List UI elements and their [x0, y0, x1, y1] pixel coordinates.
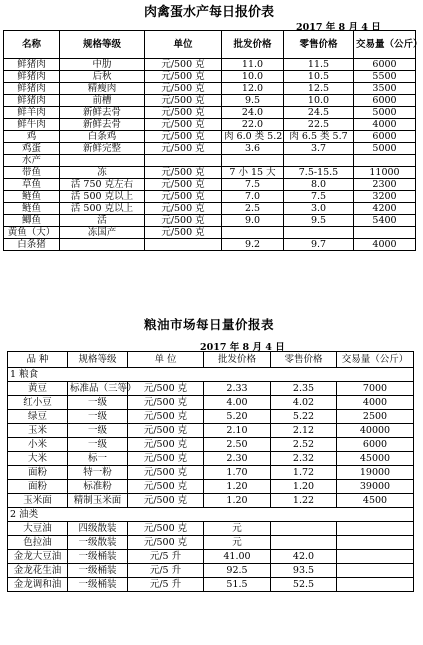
table-cell: 40000	[337, 424, 414, 438]
column-header-0: 名称	[4, 31, 60, 59]
table-cell: 鲜猪肉	[4, 71, 60, 83]
table-cell: 4000	[354, 119, 416, 131]
table-cell: 元/500 克	[128, 522, 204, 536]
table-row	[8, 536, 414, 550]
table-cell	[60, 155, 145, 167]
table-cell: 一级	[68, 438, 128, 452]
table-cell: 元/500 克	[128, 452, 204, 466]
table-cell	[337, 578, 414, 592]
table-cell: 元/500 克	[145, 203, 222, 215]
table-cell: 元/500 克	[145, 83, 222, 95]
table-cell: 一级散装	[68, 536, 128, 550]
table-cell: 活 750 克左右	[60, 179, 145, 191]
table-cell: 2.33	[204, 382, 271, 396]
table-cell: 52.5	[271, 578, 337, 592]
table-cell: 草鱼	[4, 179, 60, 191]
table-cell: 鲢鱼	[4, 203, 60, 215]
table-cell: 5000	[354, 143, 416, 155]
table-cell	[284, 227, 354, 239]
table-cell	[145, 239, 222, 251]
table-cell: 6000	[337, 438, 414, 452]
table-cell: 11.5	[284, 59, 354, 71]
table-cell: 四级散装	[68, 522, 128, 536]
table-row	[4, 167, 416, 179]
table-cell: 标准品（三等）	[68, 382, 128, 396]
table-cell: 白条猪	[4, 239, 60, 251]
table-cell: 一级	[68, 424, 128, 438]
table-cell: 绿豆	[8, 410, 68, 424]
table-cell: 元	[204, 522, 271, 536]
table-cell: 24.0	[222, 107, 284, 119]
table-cell: 中肋	[60, 59, 145, 71]
table-cell: 9.5	[284, 215, 354, 227]
table-cell: 93.5	[271, 564, 337, 578]
table-cell: 一级桶装	[68, 564, 128, 578]
table-cell: 3200	[354, 191, 416, 203]
table-cell: 面粉	[8, 466, 68, 480]
column-header-3: 批发价格	[222, 31, 284, 59]
table-cell: 6000	[354, 95, 416, 107]
table-cell: 9.0	[222, 215, 284, 227]
table-cell: 1.20	[271, 480, 337, 494]
table-cell: 前槽	[60, 95, 145, 107]
table-cell: 7.5	[284, 191, 354, 203]
table-cell: 元/500 克	[145, 191, 222, 203]
column-header-2: 单 位	[128, 352, 204, 368]
table-cell: 11000	[354, 167, 416, 179]
table-cell: 鲜猪肉	[4, 83, 60, 95]
table-cell: 玉米面	[8, 494, 68, 508]
table-cell: 新鲜去骨	[60, 107, 145, 119]
table-cell: 红小豆	[8, 396, 68, 410]
table-cell: 45000	[337, 452, 414, 466]
table-cell	[271, 536, 337, 550]
table-cell: 元/500 克	[145, 131, 222, 143]
table-cell: 9.2	[222, 239, 284, 251]
table-cell: 5000	[354, 107, 416, 119]
table-row	[4, 191, 416, 203]
table-cell: 大豆油	[8, 522, 68, 536]
table-cell: 2.30	[204, 452, 271, 466]
table-cell	[354, 155, 416, 167]
table-cell: 小米	[8, 438, 68, 452]
meat-poultry-price-table	[3, 30, 423, 251]
table-cell	[145, 155, 222, 167]
table-row	[8, 522, 414, 536]
table-cell: 7000	[337, 382, 414, 396]
table-cell: 42.0	[271, 550, 337, 564]
table-cell: 元/500 克	[128, 396, 204, 410]
table-row	[8, 550, 414, 564]
column-header-1: 规格等级	[60, 31, 145, 59]
column-header-5: 交易量（公斤）	[337, 352, 414, 368]
table-cell: 92.5	[204, 564, 271, 578]
table-row	[4, 239, 416, 251]
table-row	[8, 438, 414, 452]
table-cell: 1.20	[204, 494, 271, 508]
table-cell: 2.35	[271, 382, 337, 396]
column-header-5: 交易量（公斤）	[354, 31, 416, 59]
table-cell	[337, 550, 414, 564]
table-cell: 元/5 升	[128, 550, 204, 564]
table-cell: 黄鱼（大）	[4, 227, 60, 239]
table-cell: 2.12	[271, 424, 337, 438]
table-cell: 7.5-15.5	[284, 167, 354, 179]
table-cell: 12.5	[284, 83, 354, 95]
section-label: 1 粮食	[8, 368, 414, 382]
table-row	[4, 155, 416, 167]
table-cell: 22.5	[284, 119, 354, 131]
table-cell: 鸡蛋	[4, 143, 60, 155]
table-row	[4, 203, 416, 215]
table-row	[8, 424, 414, 438]
table-cell: 金龙花生油	[8, 564, 68, 578]
table-row	[8, 480, 414, 494]
table-cell: 2.32	[271, 452, 337, 466]
table-cell	[284, 155, 354, 167]
table-cell	[222, 155, 284, 167]
table-cell: 3.6	[222, 143, 284, 155]
table-row	[4, 83, 416, 95]
table-cell: 4000	[354, 239, 416, 251]
table-row	[4, 107, 416, 119]
table-cell: 1.22	[271, 494, 337, 508]
table2-header-row	[8, 352, 414, 368]
table-cell: 元/500 克	[145, 95, 222, 107]
section-row	[8, 508, 414, 522]
table-cell: 24.5	[284, 107, 354, 119]
table-cell: 5.20	[204, 410, 271, 424]
table-cell: 元/5 升	[128, 578, 204, 592]
table-cell: 41.00	[204, 550, 271, 564]
table-cell: 6000	[354, 131, 416, 143]
grain-oil-price-table	[7, 351, 414, 592]
table-cell: 4200	[354, 203, 416, 215]
column-header-0: 品 种	[8, 352, 68, 368]
table-cell: 2.10	[204, 424, 271, 438]
table-cell: 3.0	[284, 203, 354, 215]
table-row	[8, 396, 414, 410]
table-row	[8, 410, 414, 424]
table-cell: 标准粉	[68, 480, 128, 494]
section-row	[8, 368, 414, 382]
table-cell: 2.50	[204, 438, 271, 452]
table-cell: 鲜猪肉	[4, 95, 60, 107]
table-cell: 冻国产	[60, 227, 145, 239]
column-header-4: 零售价格	[271, 352, 337, 368]
table-cell: 9.5	[222, 95, 284, 107]
table-cell: 鲜猪肉	[4, 59, 60, 71]
table-cell: 水产	[4, 155, 60, 167]
table-row	[8, 382, 414, 396]
table-cell: 一级桶装	[68, 550, 128, 564]
table-cell: 白条鸡	[60, 131, 145, 143]
table-cell: 元/500 克	[145, 215, 222, 227]
table-cell: 4.00	[204, 396, 271, 410]
table-row	[4, 179, 416, 191]
table-cell: 色拉油	[8, 536, 68, 550]
table-cell: 金龙调和油	[8, 578, 68, 592]
table-cell: 标一	[68, 452, 128, 466]
table-cell: 元/500 克	[128, 466, 204, 480]
table-cell: 肉 6.5 类 5.7	[284, 131, 354, 143]
table-cell: 3.7	[284, 143, 354, 155]
table2-title: 粮油市场每日量价报表	[143, 317, 274, 332]
table-cell: 元/500 克	[128, 438, 204, 452]
table-cell: 5500	[354, 71, 416, 83]
column-header-1: 规格等级	[68, 352, 128, 368]
table-cell: 鲢鱼	[4, 191, 60, 203]
table-cell: 精制玉米面	[68, 494, 128, 508]
table-cell: 元/500 克	[145, 107, 222, 119]
table-cell: 元/500 克	[145, 59, 222, 71]
table-row	[8, 494, 414, 508]
table-cell: 肉 6.0 类 5.2	[222, 131, 284, 143]
table-cell: 大米	[8, 452, 68, 466]
table-cell	[337, 522, 414, 536]
table-cell: 元/500 克	[145, 167, 222, 179]
table-cell: 鲜羊肉	[4, 107, 60, 119]
table-cell: 新鲜去骨	[60, 119, 145, 131]
table-cell: 元/500 克	[128, 536, 204, 550]
table-cell: 5.22	[271, 410, 337, 424]
table-row	[8, 564, 414, 578]
table-cell: 后秋	[60, 71, 145, 83]
table-cell: 8.0	[284, 179, 354, 191]
column-header-3: 批发价格	[204, 352, 271, 368]
table-cell	[337, 536, 414, 550]
table-cell: 黄豆	[8, 382, 68, 396]
table-cell: 4500	[337, 494, 414, 508]
table-cell: 新鲜完整	[60, 143, 145, 155]
table-cell: 7 小 15 大	[222, 167, 284, 179]
table-cell: 元/5 升	[128, 564, 204, 578]
table-cell: 活 500 克以上	[60, 203, 145, 215]
table-cell: 1.72	[271, 466, 337, 480]
table-cell: 7.5	[222, 179, 284, 191]
table-cell: 特一粉	[68, 466, 128, 480]
table-cell: 元/500 克	[145, 119, 222, 131]
section-label: 2 油类	[8, 508, 414, 522]
table2-date: 2017 年 8 月 4 日	[200, 342, 285, 353]
column-header-2: 单位	[145, 31, 222, 59]
table-cell: 元/500 克	[128, 480, 204, 494]
table-cell: 面粉	[8, 480, 68, 494]
table-row	[4, 71, 416, 83]
table-cell: 10.5	[284, 71, 354, 83]
table-cell: 10.0	[284, 95, 354, 107]
table-cell: 4.02	[271, 396, 337, 410]
table-cell: 活	[60, 215, 145, 227]
table-cell	[222, 227, 284, 239]
table-cell: 7.0	[222, 191, 284, 203]
table-cell: 4000	[337, 396, 414, 410]
table-row	[8, 578, 414, 592]
table-cell: 19000	[337, 466, 414, 480]
table1-date: 2017 年 8 月 4 日	[296, 22, 381, 33]
column-header-4: 零售价格	[284, 31, 354, 59]
table-row	[4, 215, 416, 227]
table-cell: 元/500 克	[145, 71, 222, 83]
table-row	[4, 227, 416, 239]
table-cell: 玉米	[8, 424, 68, 438]
table-cell: 2.52	[271, 438, 337, 452]
table-cell: 元	[204, 536, 271, 550]
table-row	[4, 119, 416, 131]
table-cell: 活 500 克以上	[60, 191, 145, 203]
table-row	[8, 452, 414, 466]
table-cell: 1.20	[204, 480, 271, 494]
table-row	[4, 95, 416, 107]
table-cell: 3500	[354, 83, 416, 95]
table-cell: 元/500 克	[128, 382, 204, 396]
table-cell: 元/500 克	[145, 179, 222, 191]
table-cell: 元/500 克	[128, 494, 204, 508]
table-cell: 元/500 克	[145, 143, 222, 155]
table-cell: 22.0	[222, 119, 284, 131]
table-cell: 冻	[60, 167, 145, 179]
table1-title: 肉禽蛋水产每日报价表	[143, 5, 274, 20]
table-cell: 带鱼	[4, 167, 60, 179]
table-cell: 2300	[354, 179, 416, 191]
table-cell	[271, 522, 337, 536]
table-cell: 精瘦肉	[60, 83, 145, 95]
table-cell: 元/500 克	[128, 410, 204, 424]
table-cell: 6000	[354, 59, 416, 71]
table-cell: 1.70	[204, 466, 271, 480]
table-cell: 鲜牛肉	[4, 119, 60, 131]
table-cell: 2500	[337, 410, 414, 424]
table1-header-row	[4, 31, 416, 59]
table-row	[4, 59, 416, 71]
table-cell: 12.0	[222, 83, 284, 95]
table-cell	[337, 564, 414, 578]
table-cell: 一级桶装	[68, 578, 128, 592]
table-cell: 元/500 克	[145, 227, 222, 239]
table-cell	[60, 239, 145, 251]
table-cell: 鲫鱼	[4, 215, 60, 227]
table-cell: 5400	[354, 215, 416, 227]
table-cell: 9.7	[284, 239, 354, 251]
table-cell: 一级	[68, 396, 128, 410]
table-cell: 51.5	[204, 578, 271, 592]
table-cell: 一级	[68, 410, 128, 424]
table-cell: 11.0	[222, 59, 284, 71]
table-row	[8, 466, 414, 480]
table-cell: 元/500 克	[128, 424, 204, 438]
table-row	[4, 131, 416, 143]
table-row	[4, 143, 416, 155]
table-cell: 金龙大豆油	[8, 550, 68, 564]
table-cell: 10.0	[222, 71, 284, 83]
table-cell: 鸡	[4, 131, 60, 143]
table-cell: 2.5	[222, 203, 284, 215]
table-cell	[354, 227, 416, 239]
table-cell: 39000	[337, 480, 414, 494]
